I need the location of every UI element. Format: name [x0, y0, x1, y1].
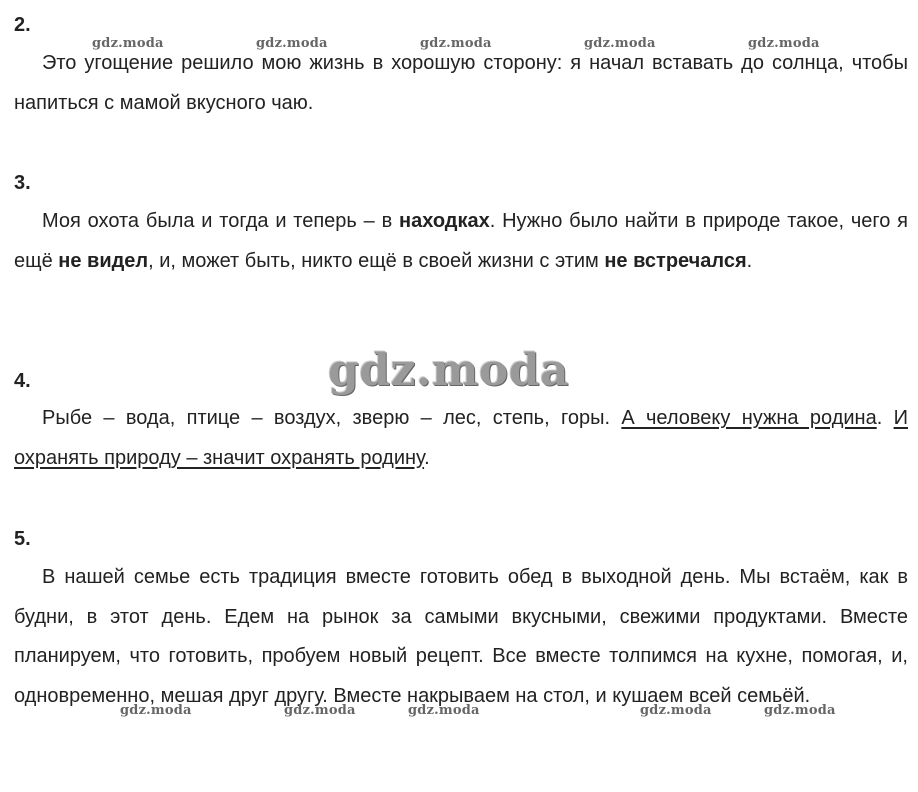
watermark-small: gdz.moda — [764, 703, 836, 718]
bold-term: не встречался — [604, 249, 747, 272]
text-span: Рыбе – вода, птице – воздух, зверю – лес, степь, горы. — [42, 407, 622, 429]
text-span: . — [746, 249, 753, 272]
watermark-large: gdz.moda — [328, 345, 570, 396]
section-number-4: 4. — [14, 370, 31, 392]
watermark-small: gdz.moda — [748, 36, 820, 51]
underlined-phrase: И охранять природу – значит охранять родину — [14, 407, 908, 469]
bold-term: не видел — [58, 249, 149, 272]
text-span: . — [424, 446, 430, 469]
bold-term: находках — [399, 210, 490, 232]
text-span: Моя охота была и тогда и теперь – в — [42, 210, 400, 232]
section-number-5: 5. — [14, 528, 31, 550]
section-number-3: 3. — [14, 172, 31, 194]
section-2-text — [14, 44, 908, 123]
watermark-small: gdz.moda — [408, 703, 480, 718]
text-span: Это угощение решило мою жизнь в хорошую сторону: я начал вставать до солнца, чтобы напиться с мамой вкусного чаю. — [14, 52, 908, 114]
section-number-2: 2. — [14, 14, 31, 36]
section-3-text — [14, 202, 908, 281]
text-span: В нашей семье есть традиция вместе готовить обед в выходной день. Мы встаём, как в будни, в этот день. Едем на рынок за самыми вкусными, свежими продуктами. Вместе планируем, что готовить, пробуем новый рецепт. Все вместе толпимся на кухне, помогая, и, одновременно, мешая друг другу. Вместе накрываем на стол, и кушаем всей семьёй. — [14, 566, 908, 707]
watermark-small: gdz.moda — [420, 36, 492, 51]
section-4-text — [14, 399, 908, 478]
watermark-small: gdz.moda — [584, 36, 656, 51]
watermark-small: gdz.moda — [120, 703, 192, 718]
watermark-small: gdz.moda — [256, 36, 328, 51]
watermark-small: gdz.moda — [284, 703, 356, 718]
section-5-text — [14, 558, 908, 716]
watermark-small: gdz.moda — [640, 703, 712, 718]
text-span: . Нужно было найти в природе такое, чего я ещё — [14, 210, 909, 272]
watermark-small: gdz.moda — [92, 36, 164, 51]
text-span: , и, может быть, никто ещё в своей жизни с этим — [148, 249, 605, 272]
underlined-phrase: А человеку нужна родина — [621, 407, 877, 429]
text-span: . — [876, 407, 894, 429]
